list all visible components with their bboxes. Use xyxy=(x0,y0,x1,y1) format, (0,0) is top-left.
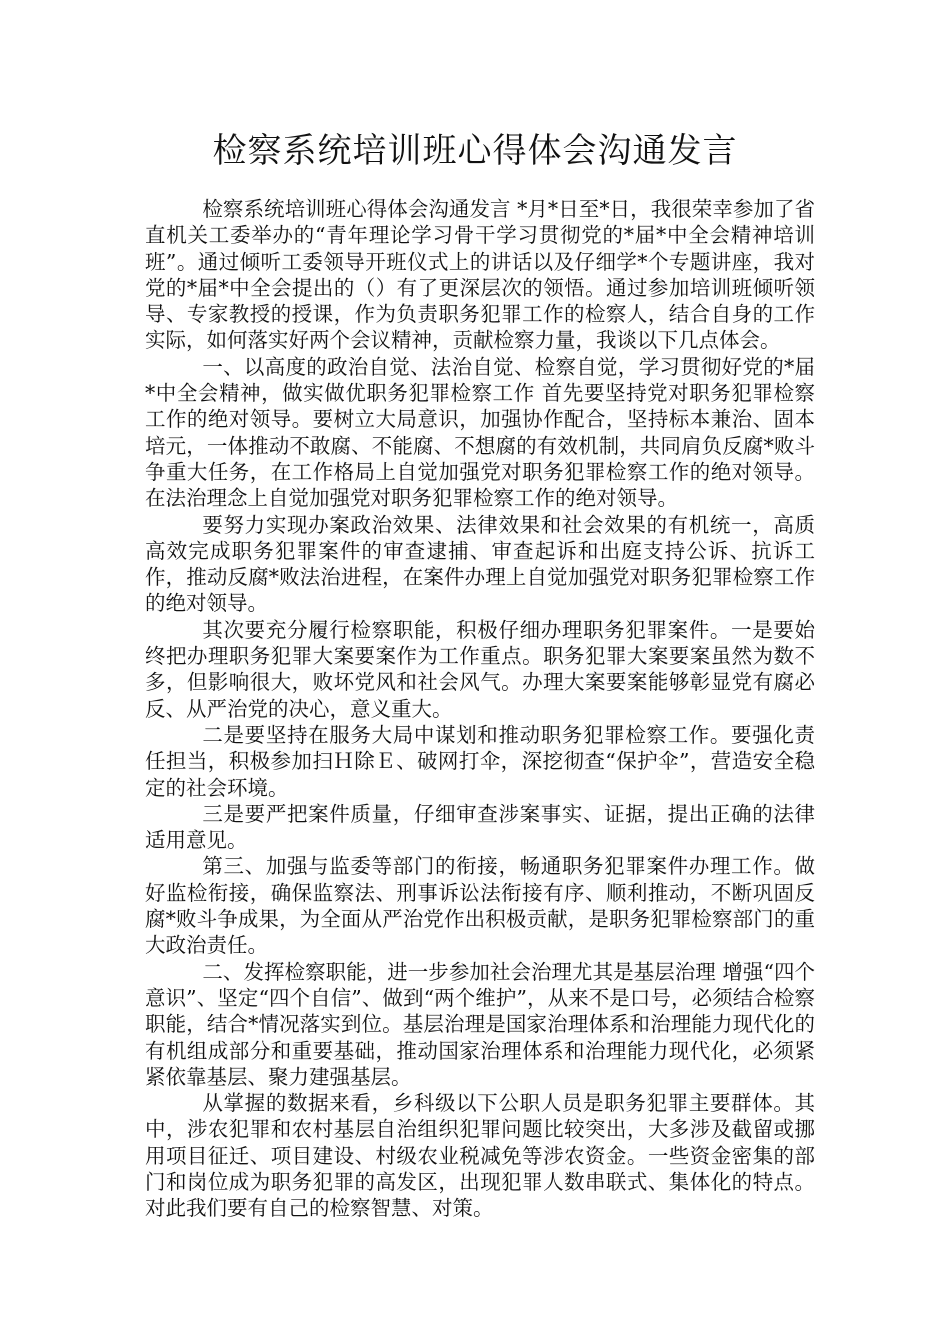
paragraph-section-two: 二、发挥检察职能，进一步参加社会治理尤其是基层治理 增强“四个意识”、坚定“四个自信”、做到“两个维护”，从来不是口号，必须结合检察职能，结合*情况落实到位。基层治理是国家治理体系和治理能力现代化的有机组成部分和重要基础，推动国家治理体系和治理能力现代化，必须紧紧依靠基层、聚力建强基层。 xyxy=(145,959,815,1089)
paragraph-data-analysis: 从掌握的数据来看，乡科级以下公职人员是职务犯罪主要群体。其中，涉农犯罪和农村基层自治组织犯罪问题比较突出，大多涉及截留或挪用项目征迁、项目建设、村级农业税减免等涉农资金。一些资金密集的部门和岗位成为职务犯罪的高发区，出现犯罪人数串联式、集体化的特点。对此我们要有自己的检察智慧、对策。 xyxy=(145,1091,815,1221)
paragraph-second-point: 其次要充分履行检察职能，积极仔细办理职务犯罪案件。一是要始终把办理职务犯罪大案要案作为工作重点。职务犯罪大案要案虽然为数不多，但影响很大，败坏党风和社会风气。办理大案要案能够彰显党有腐必反、从严治党的决心，意义重大。 xyxy=(145,617,815,721)
document-title: 检察系统培训班心得体会沟通发言 xyxy=(212,131,738,171)
paragraph-case-quality: 三是要严把案件质量，仔细审查涉案事实、证据，提出正确的法律适用意见。 xyxy=(145,801,815,853)
document-body xyxy=(145,196,815,1222)
paragraph-case-effects: 要努力实现办案政治效果、法律效果和社会效果的有机统一，高质高效完成职务犯罪案件的审查逮捕、审查起诉和出庭支持公诉、抗诉工作，推动反腐*败法治进程，在案件办理上自觉加强党对职务犯罪检察工作的绝对领导。 xyxy=(145,512,815,616)
paragraph-third-point: 第三、加强与监委等部门的衔接，畅通职务犯罪案件办理工作。做好监检衔接，确保监察法、刑事诉讼法衔接有序、顺利推动，不断巩固反腐*败斗争成果，为全面从严治党作出积极贡献，是职务犯罪检察部门的重大政治责任。 xyxy=(145,854,815,958)
paragraph-section-one: 一、以高度的政治自觉、法治自觉、检察自觉，学习贯彻好党的*届*中全会精神，做实做优职务犯罪检察工作 首先要坚持党对职务犯罪检察工作的绝对领导。要树立大局意识，加强协作配合，坚持标本兼治、固本培元，一体推动不敢腐、不能腐、不想腐的有效机制，共同肩负反腐*败斗争重大任务，在工作格局上自觉加强党对职务犯罪检察工作的绝对领导。在法治理念上自觉加强党对职务犯罪检察工作的绝对领导。 xyxy=(145,354,815,511)
paragraph-serve-overall: 二是要坚持在服务大局中谋划和推动职务犯罪检察工作。要强化责任担当，积极参加扫Ｈ除Ｅ、破网打伞，深挖彻查“保护伞”，营造安全稳定的社会环境。 xyxy=(145,722,815,800)
paragraph-intro: 检察系统培训班心得体会沟通发言 *月*日至*日，我很荣幸参加了省直机关工委举办的“青年理论学习骨干学习贯彻党的*届*中全会精神培训班”。通过倾听工委领导开班仪式上的讲话以及仔细学*个专题讲座，我对党的*届*中全会提出的（）有了更深层次的领悟。通过参加培训班倾听领导、专家教授的授课，作为负责职务犯罪工作的检察人，结合自身的工作实际，如何落实好两个会议精神，贡献检察力量，我谈以下几点体会。 xyxy=(145,197,815,353)
